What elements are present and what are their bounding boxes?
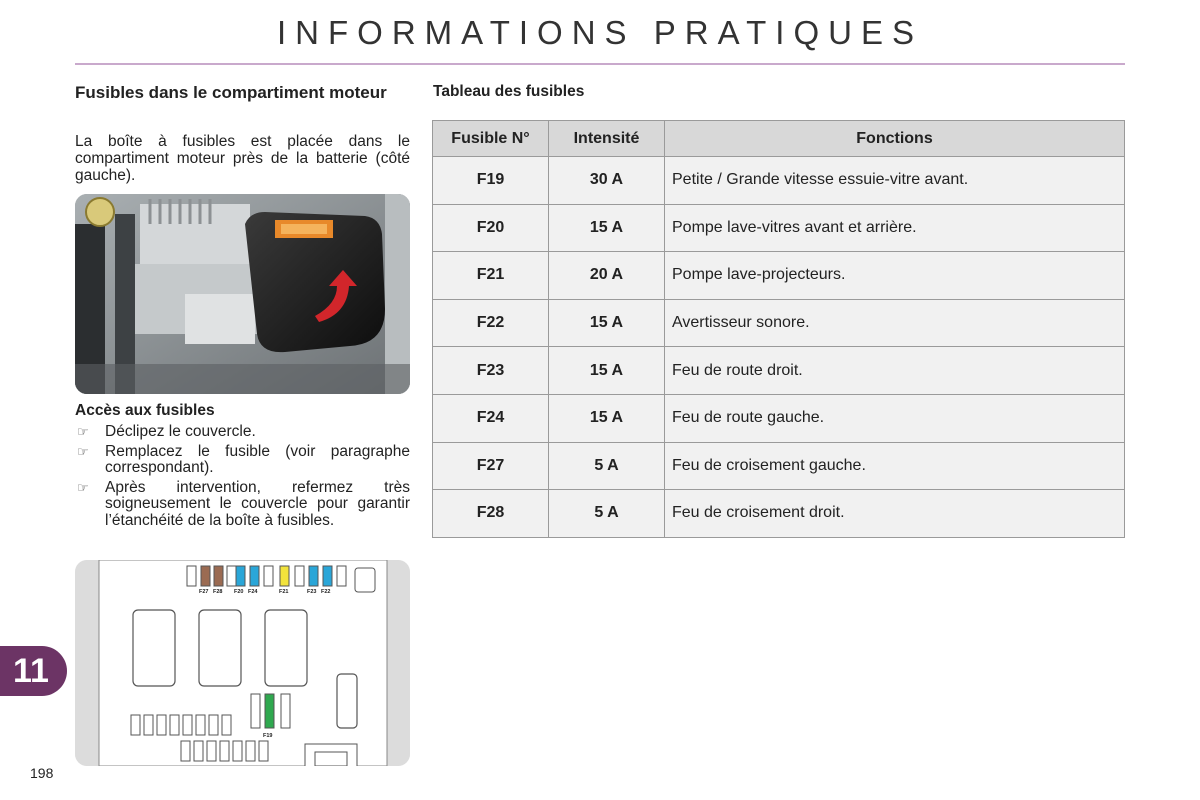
fuse-function: Avertisseur sonore. bbox=[665, 299, 1125, 347]
fuse-table bbox=[432, 120, 1125, 538]
fuse-rating: 5 A bbox=[549, 442, 665, 490]
section-heading: Fusibles dans le compartiment moteur bbox=[75, 83, 387, 102]
access-heading: Accès aux fusibles bbox=[75, 402, 215, 419]
fuse-function: Pompe lave-projecteurs. bbox=[665, 252, 1125, 300]
intro-paragraph: La boîte à fusibles est placée dans le compartiment moteur près de la batterie (côté gauche). bbox=[75, 133, 410, 184]
step-text: Après intervention, refermez très soigneusement le couvercle pour garantir l’étanchéité de la boîte à fusibles. bbox=[105, 478, 410, 529]
engine-photo-illustration bbox=[75, 194, 410, 394]
step-text: Déclipez le couvercle. bbox=[105, 423, 256, 440]
fuse-label: F27 bbox=[199, 589, 209, 595]
table-row bbox=[433, 204, 1125, 252]
table-row bbox=[433, 490, 1125, 538]
fuse-number: F23 bbox=[433, 347, 549, 395]
fuse-number: F20 bbox=[433, 204, 549, 252]
access-steps-list bbox=[75, 424, 410, 532]
fuse-number: F19 bbox=[433, 157, 549, 205]
page-number: 198 bbox=[30, 765, 54, 781]
pointing-hand-icon: ☞ bbox=[77, 443, 89, 459]
fuse-number: F28 bbox=[433, 490, 549, 538]
fuse-number: F21 bbox=[433, 252, 549, 300]
fuse-label: F28 bbox=[213, 589, 223, 595]
pointing-hand-icon: ☞ bbox=[77, 424, 89, 439]
chapter-number: 11 bbox=[13, 652, 49, 690]
title-divider bbox=[75, 63, 1125, 65]
column-header: Intensité bbox=[549, 121, 665, 157]
fuse-label: F24 bbox=[248, 589, 258, 595]
fuse-function: Feu de route droit. bbox=[665, 347, 1125, 395]
table-row bbox=[433, 347, 1125, 395]
fuse-rating: 15 A bbox=[549, 204, 665, 252]
fuse-label: F20 bbox=[234, 589, 244, 595]
list-item bbox=[75, 424, 410, 441]
table-row bbox=[433, 394, 1125, 442]
column-header: Fonctions bbox=[665, 121, 1125, 157]
fuse-function: Feu de croisement gauche. bbox=[665, 442, 1125, 490]
fuse-box-illustration bbox=[75, 560, 410, 766]
fuse-function: Pompe lave-vitres avant et arrière. bbox=[665, 204, 1125, 252]
column-header: Fusible N° bbox=[433, 121, 549, 157]
fuse-label: F19 bbox=[263, 733, 273, 739]
table-row bbox=[433, 299, 1125, 347]
fuse-rating: 20 A bbox=[549, 252, 665, 300]
table-row bbox=[433, 157, 1125, 205]
fuse-function: Feu de croisement droit. bbox=[665, 490, 1125, 538]
fuse-number: F27 bbox=[433, 442, 549, 490]
table-title: Tableau des fusibles bbox=[433, 83, 585, 100]
fuse-rating: 15 A bbox=[549, 347, 665, 395]
fuse-label: F21 bbox=[279, 589, 289, 595]
fuse-rating: 5 A bbox=[549, 490, 665, 538]
table-header-row bbox=[433, 121, 1125, 157]
fuse-label: F23 bbox=[307, 589, 317, 595]
fuse-function: Feu de route gauche. bbox=[665, 394, 1125, 442]
list-item bbox=[75, 480, 410, 530]
engine-compartment-photo bbox=[75, 194, 410, 394]
page-title: INFORMATIONS PRATIQUES bbox=[277, 14, 923, 51]
fuse-function: Petite / Grande vitesse essuie-vitre avant. bbox=[665, 157, 1125, 205]
table-row bbox=[433, 252, 1125, 300]
fuse-number: F24 bbox=[433, 394, 549, 442]
fuse-box-diagram bbox=[75, 560, 410, 766]
step-text: Remplacez le fusible (voir paragraphe correspondant). bbox=[105, 442, 410, 476]
fuse-rating: 30 A bbox=[549, 157, 665, 205]
list-item bbox=[75, 444, 410, 477]
pointing-hand-icon: ☞ bbox=[77, 479, 89, 495]
fuse-label: F22 bbox=[321, 589, 331, 595]
table-row bbox=[433, 442, 1125, 490]
fuse-rating: 15 A bbox=[549, 299, 665, 347]
fuse-rating: 15 A bbox=[549, 394, 665, 442]
fuse-number: F22 bbox=[433, 299, 549, 347]
